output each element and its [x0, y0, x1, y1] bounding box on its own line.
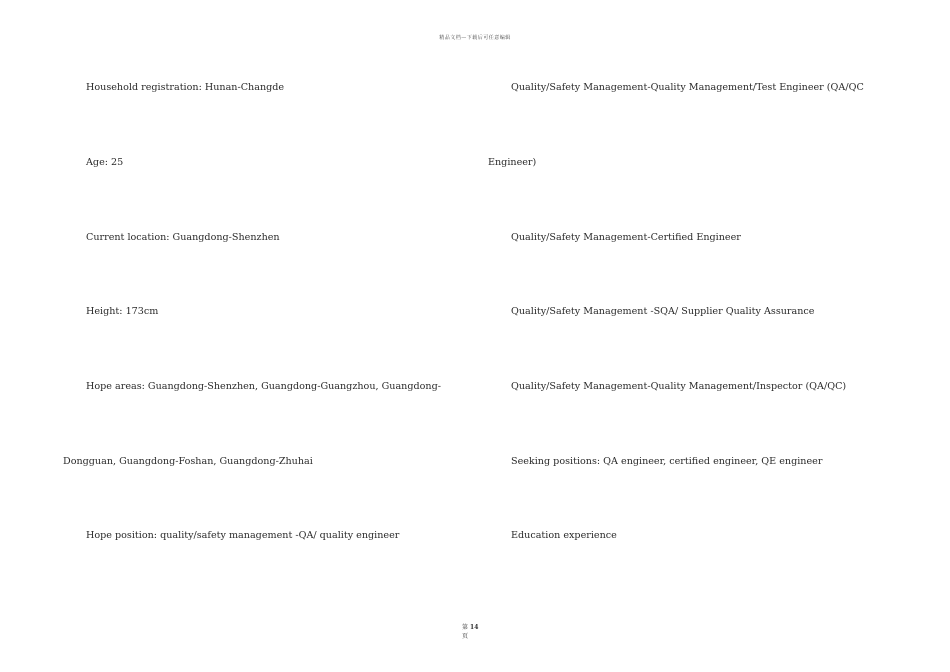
seeking-positions-line: Seeking positions: QA engineer, certified engineer, QE engineer — [511, 456, 823, 467]
page-prefix: 第 — [462, 624, 469, 631]
position-inspector-line: Quality/Safety Management-Quality Management/Inspector (QA/QC) — [511, 381, 847, 392]
page-header: 精品文档—下载后可任意编辑 — [439, 35, 511, 41]
position-certified-engineer-line: Quality/Safety Management-Certified Engineer — [511, 232, 741, 243]
hope-position-line: Hope position: quality/safety management -QA/ quality engineer — [86, 530, 400, 541]
page-number-footer — [462, 623, 478, 641]
page-number: 14 — [470, 624, 479, 631]
page-suffix: 页 — [462, 633, 469, 640]
household-registration-line: Household registration: Hunan-Changde — [86, 82, 285, 93]
hope-areas-continued-line: Dongguan, Guangdong-Foshan, Guangdong-Zhuhai — [63, 456, 313, 467]
hope-areas-line: Hope areas: Guangdong-Shenzhen, Guangdong-Guangzhou, Guangdong- — [86, 381, 441, 392]
position-test-engineer-continued-line: Engineer) — [488, 157, 537, 168]
position-test-engineer-line: Quality/Safety Management-Quality Management/Test Engineer (QA/QC — [511, 82, 864, 93]
age-line: Age: 25 — [86, 157, 124, 168]
height-line: Height: 173cm — [86, 306, 159, 317]
education-experience-heading: Education experience — [511, 530, 617, 541]
current-location-line: Current location: Guangdong-Shenzhen — [86, 232, 280, 243]
position-sqa-line: Quality/Safety Management -SQA/ Supplier Quality Assurance — [511, 306, 815, 317]
